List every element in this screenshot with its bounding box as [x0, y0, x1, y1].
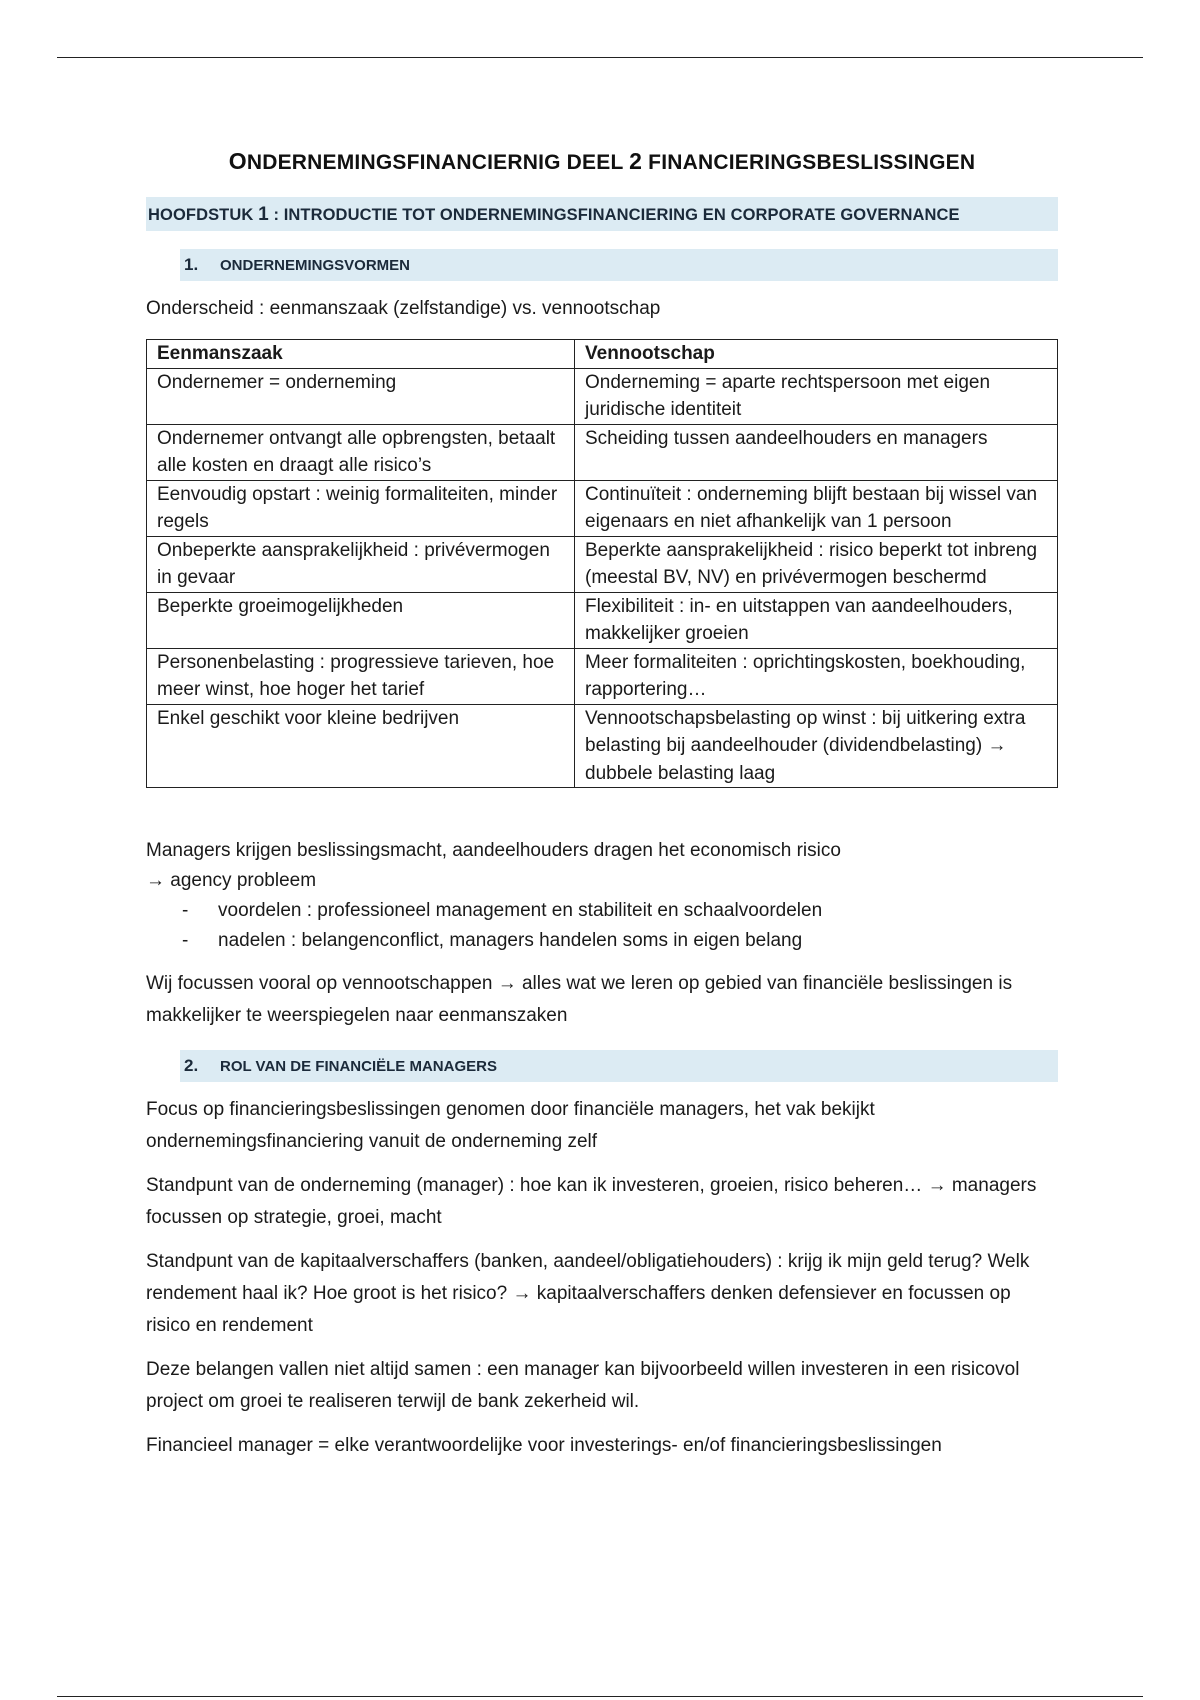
table-cell: Beperkte aansprakelijkheid : risico beperkt tot inbreng (meestal BV, NV) en privévermogen beschermd — [575, 536, 1058, 592]
paragraph: Deze belangen vallen niet altijd samen : een manager kan bijvoorbeeld willen investeren in een risicovol project om groei te realiseren terwijl de bank zekerheid wil. — [146, 1359, 1020, 1412]
table-row — [147, 536, 1058, 592]
table-row — [147, 368, 1058, 424]
table-cell: Personenbelasting : progressieve tarieven, hoe meer winst, hoe hoger het tarief — [147, 648, 575, 704]
header-rule — [57, 57, 1143, 58]
agency-line: Managers krijgen beslissingsmacht, aandeelhouders dragen het economisch risico — [146, 840, 841, 861]
section-number: 2. — [184, 1056, 199, 1075]
paragraph: Standpunt van de onderneming (manager) : hoe kan ik investeren, groeien, risico beheren… → managers focussen op strategie, groei, macht — [146, 1175, 1037, 1228]
table-row — [147, 480, 1058, 536]
chapter-heading: HOOFDSTUK 1 : INTRODUCTIE TOT ONDERNEMINGSFINANCIERING EN CORPORATE GOVERNANCE — [146, 197, 1058, 231]
comparison-table — [146, 339, 1058, 788]
table-header-cell: Eenmanszaak — [147, 340, 575, 369]
table-cell: Continuïteit : onderneming blijft bestaan bij wissel van eigenaars en niet afhankelijk van 1 persoon — [575, 480, 1058, 536]
table-cell: Scheiding tussen aandeelhouders en managers — [575, 424, 1058, 480]
list-item: - nadelen : belangenconflict, managers handelen soms in eigen belang — [146, 926, 1058, 956]
paragraph: Financieel manager = elke verantwoordelijke voor investerings- en/of financieringsbeslissingen — [146, 1435, 942, 1456]
agency-arrow-line: → agency probleem — [146, 870, 317, 891]
section-title: ONDERNEMINGSVORMEN — [220, 257, 411, 274]
table-cell: Ondernemer = onderneming — [147, 368, 575, 424]
table-cell: Ondernemer ontvangt alle opbrengsten, betaalt alle kosten en draagt alle risico’s — [147, 424, 575, 480]
table-cell: Flexibiliteit : in- en uitstappen van aandeelhouders, makkelijker groeien — [575, 592, 1058, 648]
agency-list — [146, 896, 1058, 956]
paragraph: Focus op financieringsbeslissingen genomen door financiële managers, het vak bekijkt ondernemingsfinanciering vanuit de onderneming zelf — [146, 1099, 875, 1152]
table-header-cell: Vennootschap — [575, 340, 1058, 369]
table-row — [147, 592, 1058, 648]
table-cell: Meer formaliteiten : oprichtingskosten, boekhouding, rapportering… — [575, 648, 1058, 704]
intro-paragraph: Onderscheid : eenmanszaak (zelfstandige) vs. vennootschap — [146, 298, 661, 319]
table-cell: Vennootschapsbelasting op winst : bij uitkering extra belasting bij aandeelhouder (dividendbelasting) → dubbele belasting laag — [575, 704, 1058, 788]
section-title: ROL VAN DE FINANCIËLE MANAGERS — [220, 1058, 497, 1075]
table-cell: Eenvoudig opstart : weinig formaliteiten, minder regels — [147, 480, 575, 536]
table-cell: Enkel geschikt voor kleine bedrijven — [147, 704, 575, 788]
document-page — [146, 148, 1058, 1462]
list-item: - voordelen : professioneel management en stabiliteit en schaalvoordelen — [146, 896, 1058, 926]
focus-paragraph: Wij focussen vooral op vennootschappen → alles wat we leren op gebied van financiële beslissingen is makkelijker te weerspiegelen naar eenmanszaken — [146, 973, 1013, 1026]
table-cell: Onbeperkte aansprakelijkheid : privévermogen in gevaar — [147, 536, 575, 592]
table-cell: Beperkte groeimogelijkheden — [147, 592, 575, 648]
section-heading-2 — [180, 1050, 1058, 1082]
table-row — [147, 648, 1058, 704]
table-row — [147, 704, 1058, 788]
paragraph: Standpunt van de kapitaalverschaffers (banken, aandeel/obligatiehouders) : krijg ik mijn geld terug? Welk rendement haal ik? Hoe groot is het risico? → kapitaalverschaffers denken defensiever en focussen op risico en rendement — [146, 1251, 1030, 1336]
table-row — [147, 424, 1058, 480]
table-header-row — [147, 340, 1058, 369]
footer-rule — [57, 1696, 1143, 1697]
section-number: 1. — [184, 255, 199, 274]
document-title: ONDERNEMINGSFINANCIERNIG DEEL 2 FINANCIERINGSBESLISSINGEN — [228, 148, 976, 174]
agency-note — [146, 836, 1058, 956]
section-heading-1 — [180, 249, 1058, 281]
table-cell: Onderneming = aparte rechtspersoon met eigen juridische identiteit — [575, 368, 1058, 424]
